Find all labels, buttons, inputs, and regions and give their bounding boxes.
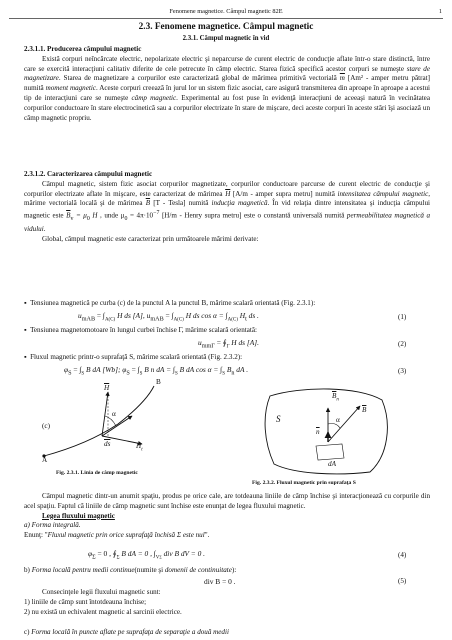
paragraph-linii-inchise: Câmpul magnetic dintr-un anumit spaţiu, produs pe orice cale, are totdeauna liniile de câmp închise şi interacţionează cu corpurile din acel spaţiu. Faptul că liniile de câmp magnetic sunt închise este enunţat de legea fluxului magnetic. [24,492,430,510]
section-2-3-1-1 [24,45,430,123]
figure-caption-1: Fig. 2.3.1. Linia de câmp magnetic [56,470,138,476]
label-ds: $\overline{ds}$ [104,440,111,448]
section-legea-fluxului [24,492,430,541]
label-Ht: $H_t$ [136,442,143,453]
t: u [78,311,82,320]
label-A: A [42,456,48,464]
consecinte [24,588,430,617]
bullet-tensiunea: ▪ Tensiunea magnetică pe curba (c) de la punctul A la punctul B, mărime scalară orientată (Fig. 2.3.1): [24,299,316,307]
lim: S [175,371,178,377]
paragraph-caracterizarea [24,180,430,235]
item-forma-integrala: a) Forma integrală. [24,521,81,530]
equation-number-2: (2) [398,340,407,348]
subsection-title: 2.3.1. Câmpul magnetic în vid [182,35,270,42]
consecinta-1: 1) liniile de câmp sunt întotdeauna închise; [24,597,147,606]
t: B dA [Wb]; φ [84,365,127,374]
figure-caption-2: Fig. 2.3.2. Fluxul magnetic prin suprafaţa S [252,480,356,486]
equation-3 [64,365,248,376]
lim: S [222,371,225,377]
header-title: Fenomene magnetice. Câmpul magnetic 82E [169,8,283,15]
heading-legea-fluxului: Legea fluxului magnetic [42,511,115,520]
term-inductia: inducţia magnetică [211,199,268,208]
label-H: $\overline{H}$ [104,384,110,392]
lim: S [139,371,143,377]
equation-number-3: (3) [398,367,407,375]
t: H ds [A], u [115,311,151,320]
paragraph-global: Global, câmpul magnetic este caracterizat prin următoarele mărimi derivate: [42,234,259,243]
t: Forma locală pentru medii continue [31,566,135,574]
sub: S [68,370,72,377]
label-B: $\overline{B}$ [362,406,367,414]
t: H [237,311,246,320]
lim: A(C) [173,317,184,323]
sub: S [126,370,130,377]
t: $\overline{B}$ [332,392,337,400]
section-2-3-1-2 [24,170,430,244]
lim: A(C) [104,317,116,323]
item-forma-locala [24,566,236,574]
sub: mAB [81,316,96,323]
equation-2 [198,338,259,349]
lim: V [155,555,160,561]
sup: −7 [153,210,160,217]
label-curve-c: (c) [42,422,50,430]
t: φ [64,365,69,374]
term-intensitatea: intensitatea câmpului magnetic [337,189,429,198]
sub: 0 [124,215,128,222]
equation-4 [88,549,205,560]
t: c) [24,628,32,636]
term-stare-magnetizare: stare de magnetizare [24,64,430,83]
term-permeabilitatea: permeabilitatea magnetică a vidului [24,211,431,233]
paragraph-producerea [24,55,430,124]
section-title: 2.3. Fenomene magnetice. Câmpul magnetic [138,22,314,32]
t: b) [24,566,32,574]
t: = ∫ [95,311,105,320]
sub: Σ [92,554,96,561]
consecinta-2: 2) nu există un echivalent magnetic al sarcinii electrice. [24,607,182,616]
t: Fluxul magnetic prin orice suprafaţă închisă Σ este nul [47,531,205,540]
t: Forma locală în puncte aflate pe suprafaţa de separaţie a două medii [31,628,229,636]
text: . Aceste corpuri creează în jurul lor un sistem fizic asociat, care asigură transmiterea din aproape în aproape a acestui tip de interacţiuni care se numeşte [24,84,430,102]
text: unde μ [101,211,125,220]
text: Tensiunea magnetică pe curba (c) de la punctul A la punctul B, mărime scalară orientată (Fig. 2.3.1): [30,299,316,307]
equation-number-4: (4) [398,551,407,559]
t: = 0 , ∮ [95,549,117,558]
t: = ∮ [214,338,227,347]
label-alpha: α [112,410,116,418]
lim: S [81,371,85,377]
B-vector [328,406,360,442]
t: H [136,442,142,450]
lim: Σ [159,554,162,560]
text: Câmpul magnetic, sistem fizic asociat corpurilor magnetizate, corpurilor conductoare parcurse de curent electric de conducţie şi corpurilor electrizate aflate în mişcare, este caracterizat de mărimea [24,179,430,198]
label-alpha: α [336,416,340,424]
text: . În vid relaţia dintre intensitatea şi inducţia câmpului magnetic este [24,199,430,220]
symbol-H: $\overline{H}$ [225,189,231,198]
sub: t [245,316,247,323]
dA-element [316,444,344,460]
lim: A(C) [227,317,238,323]
figure-field-line [36,380,206,464]
label-S: S [276,414,281,424]
field-line-diagram [36,380,206,464]
text: , mărime vectorială locală şi de mărimea [24,189,431,208]
term-moment-magnetic: moment magnetic [45,84,96,93]
page-number: 1 [438,8,442,15]
surface-S [265,389,387,474]
t: = ∫ [163,311,174,320]
text: [T - Tesla] numită [150,199,212,208]
label-B: B [156,378,161,386]
text: Există corpuri neîncărcate electric, nepolarizate electric şi neparcurse de curent electric de conducţie aflate într-o stare distinctă, între care se exercită interacţiuni calitativ diferite de cele petrecute în câmp electric. Starea fizică specifică acestor corpuri se numeşte [24,54,430,73]
sub: mmΓ [201,343,215,350]
text: = 4π·10 [127,211,154,220]
t: ): [231,566,237,574]
bullet-tensiunea-magnetomotoare: ▪ Tensiunea magnetomotoare în lungul curbei închise Γ, mărime scalară orientată: [24,326,257,334]
term-camp-magnetic: câmp magnetic [131,93,177,102]
t: H ds cos α = ∫ [183,311,228,320]
figure-flux-surface [240,384,416,476]
text: . Starea de magnetizare a corpurilor este caracterizată global de mărimea primitivă vectorială [58,74,340,83]
t: dA . [234,365,249,374]
consecinte-intro: Consecinţele legii fluxului magnetic sunt: [42,588,161,596]
text: [H/m - Henry supra metru] este o constantă universală numită [159,211,347,220]
alpha-arc [328,424,340,429]
sub: v [70,215,74,222]
t: B [224,365,232,374]
bullet-fluxul: ▪ Fluxul magnetic printr-o suprafaţă S, mărime scalară orientată (Fig. 2.3.2): [24,353,243,361]
text: Fluxul magnetic printr-o suprafaţă S, mărime scalară orientată (Fig. 2.3.2): [30,353,243,361]
text: . [43,224,46,233]
equation-5: div B = 0 . [204,577,236,586]
symbol-B: $\overline{B}$ [145,199,151,208]
t: div B dV = 0 . [161,549,205,558]
t: H ds [A]. [229,338,260,347]
t: φ [88,549,93,558]
equation-number-1: (1) [398,313,407,321]
equation-1 [78,311,259,322]
text: . Experimental au fost puse în evidenţă interacţiuni de aceeaşi natură în vecinătatea corpurilor conductoare în stare electrocinetică sau a corpurilor electrizate în stare de mişcare, deci aceste corpuri în aceste stări îşi asociază un câmp magnetic propriu. [24,93,430,122]
lim: Σ [116,555,120,561]
heading-caracterizarea: 2.3.1.2. Caracterizarea câmpului magnetic [24,170,153,178]
text: = μ [73,211,87,220]
text: [Am² - amper metru pătrat] numită [24,74,431,93]
t: = ∫ [129,365,140,374]
heading-producerea: 2.3.1.1. Producerea câmpului magnetic [24,45,142,53]
text: [A/m - amper supra metru] numită [230,189,338,198]
label-Bn [332,392,339,402]
sub: n [231,370,235,377]
t: (numite şi [134,566,165,574]
header-rule [9,18,443,19]
t: B dA cos α = ∫ [177,365,223,374]
label-dA: dA [328,460,336,468]
t: = ∫ [71,365,82,374]
equation-number-5: (5) [398,577,407,585]
sub: 0 [86,215,90,222]
label-n: $\overline{n}$ [316,428,320,436]
t: B n dA = ∫ [142,365,175,374]
lim: Γ [226,344,230,350]
H-vector [102,392,108,436]
sub: n [336,397,339,403]
t: Enunţ: " [24,531,48,540]
text: Tensiunea magnetomotoare în lungul curbei închise Γ, mărime scalară orientată: [30,326,257,334]
enunt [24,531,430,541]
text: H , [89,211,102,220]
t: ". [204,531,210,540]
t: B dA = 0 , ∫ [119,549,156,558]
symbol-B: $\overline{B}$ [66,211,71,220]
t: u [198,338,202,347]
ds-vector [102,416,132,436]
sub: mAB [150,316,164,323]
item-forma-locala-separatie [24,628,229,636]
symbol-m: $\overline{m}$ [339,74,345,83]
t: ds . [246,311,259,320]
t: domenii de continuitate [164,566,232,574]
